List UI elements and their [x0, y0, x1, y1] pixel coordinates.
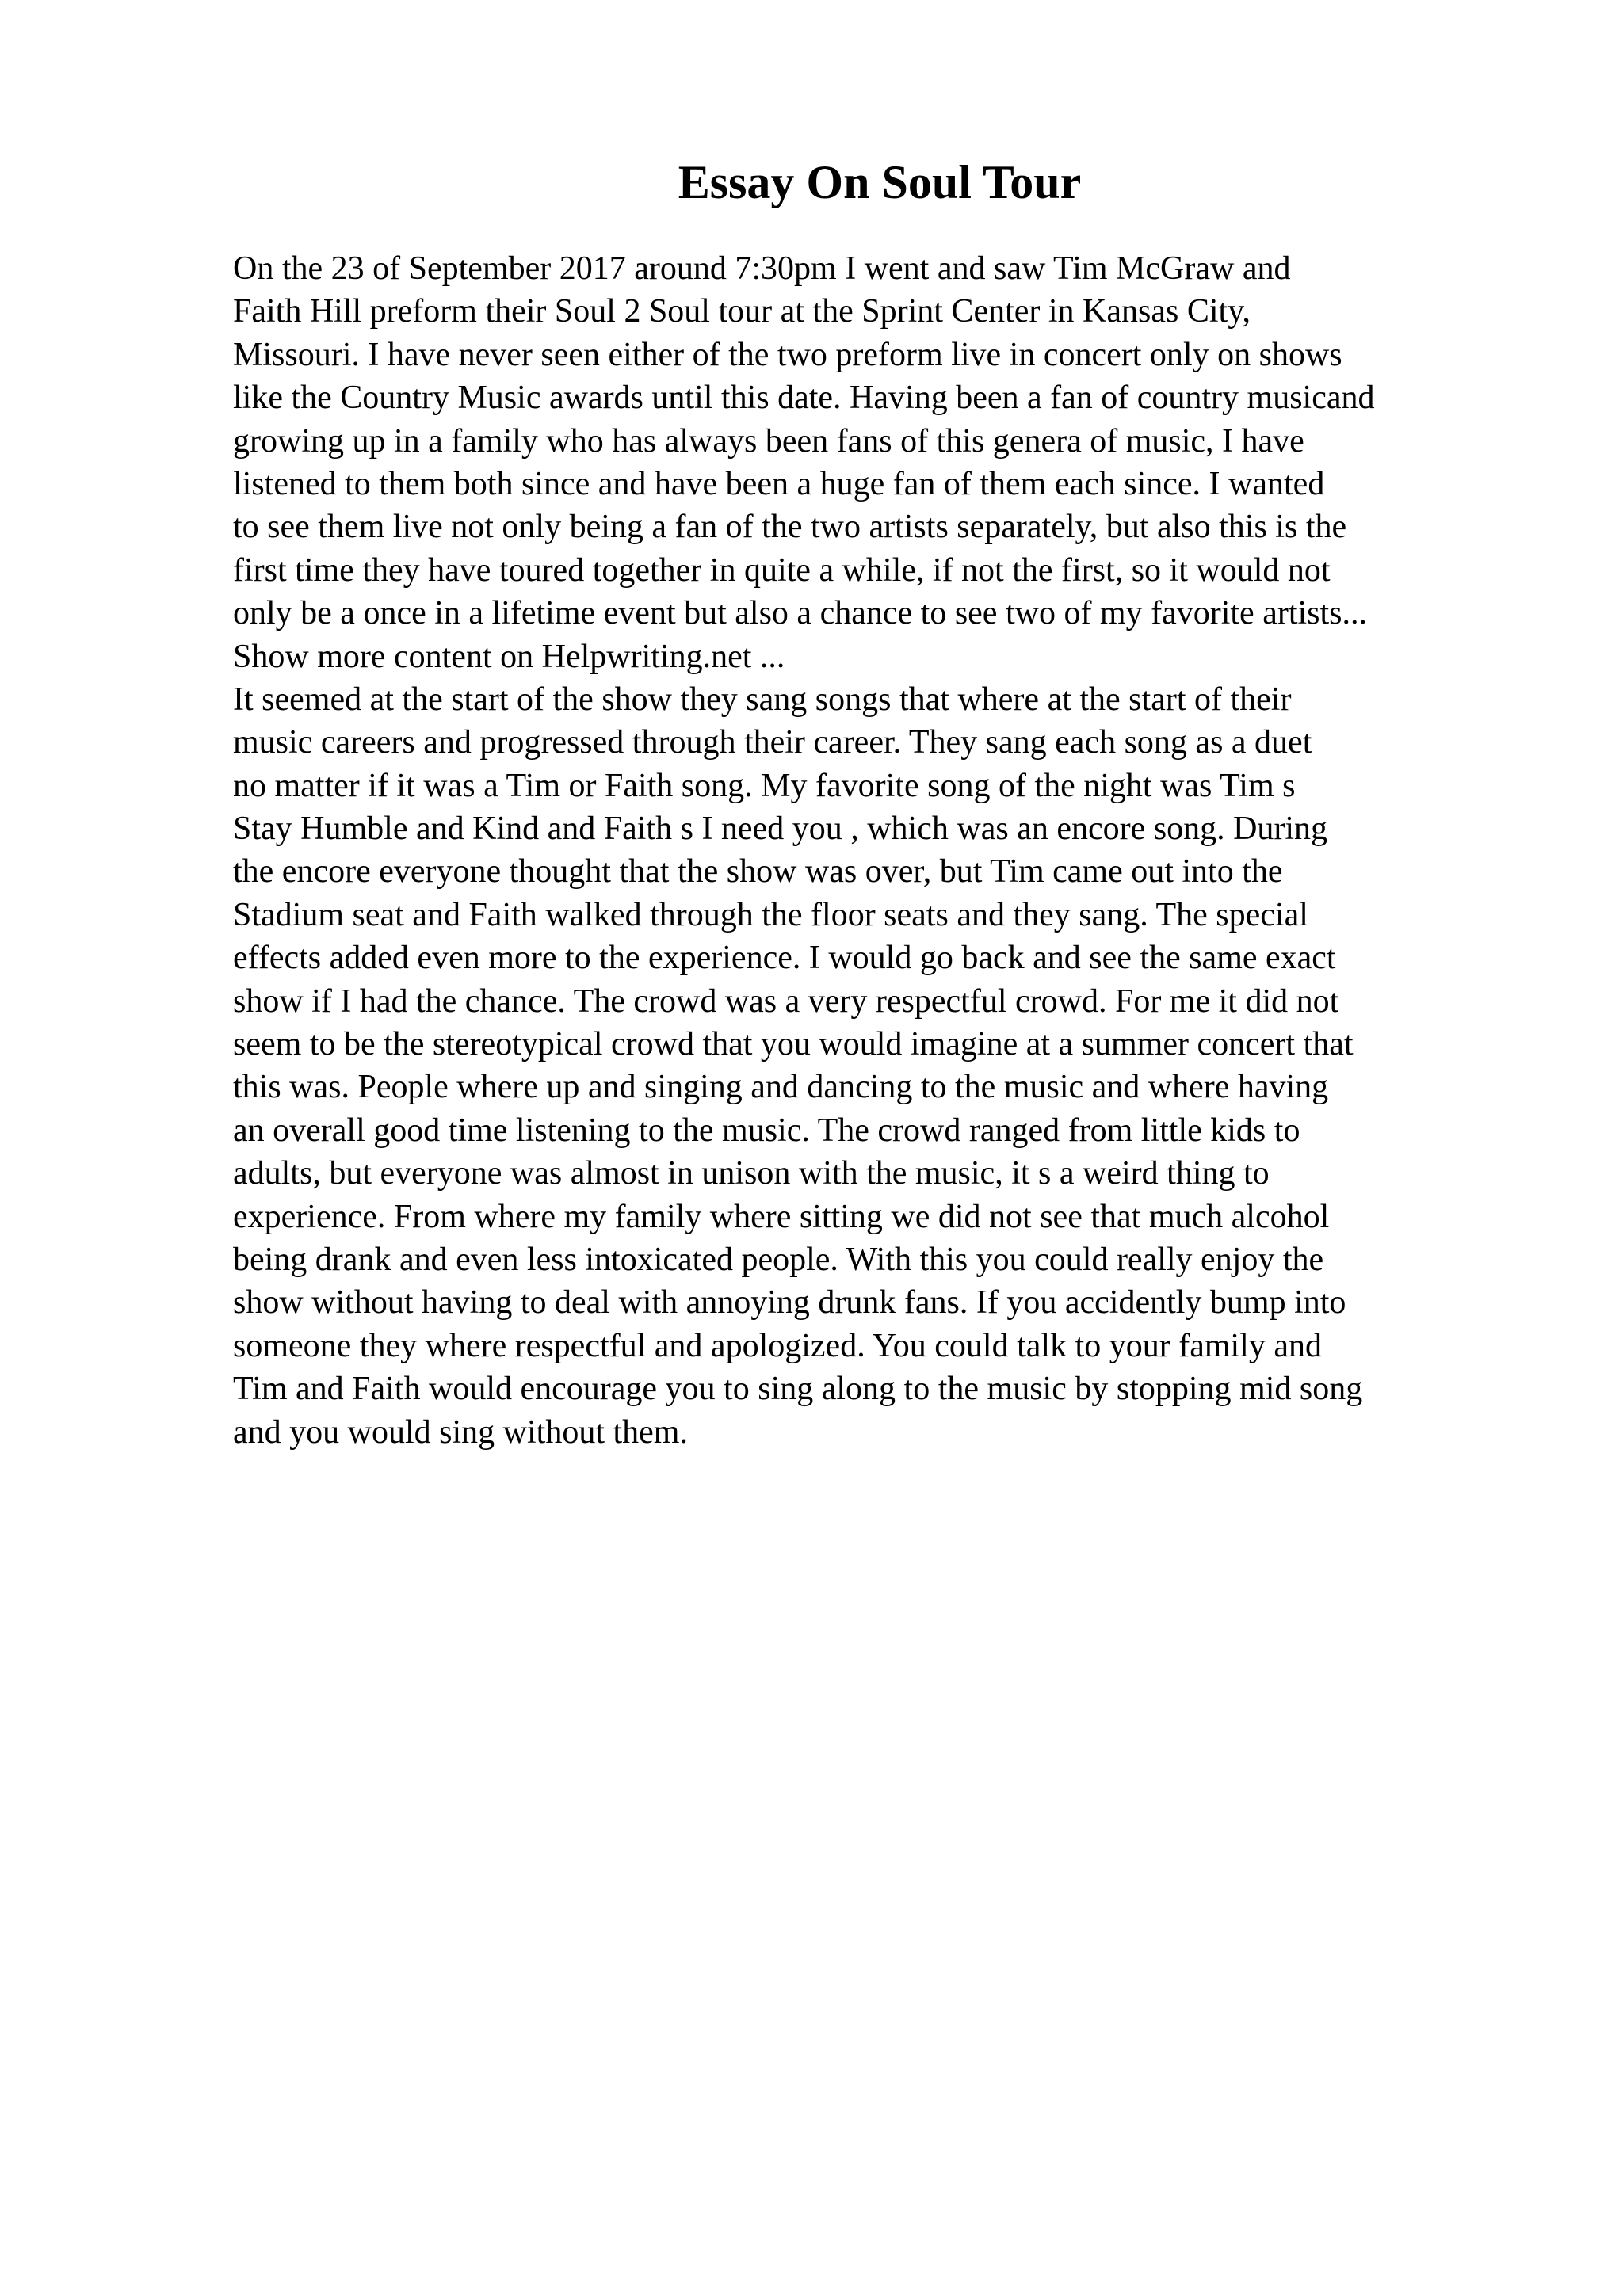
- text-line: On the 23 of September 2017 around 7:30pm I went and saw Tim McGraw and: [233, 250, 1291, 287]
- text-line: It seemed at the start of the show they sang songs that where at the start of their: [233, 681, 1292, 718]
- text-line: Missouri. I have never seen either of the two preform live in concert only on shows: [233, 336, 1342, 373]
- essay-body: [233, 247, 1612, 1454]
- text-line: to see them live not only being a fan of the two artists separately, but also this is the: [233, 509, 1347, 546]
- text-line: being drank and even less intoxicated people. With this you could really enjoy the: [233, 1241, 1324, 1278]
- text-line: the encore everyone thought that the show was over, but Tim came out into the: [233, 853, 1283, 891]
- text-line: and you would sing without them.: [233, 1413, 688, 1451]
- text-line: Faith Hill preform their Soul 2 Soul tour at the Sprint Center in Kansas City,: [233, 293, 1251, 330]
- document-title: Essay On Soul Tour: [678, 156, 1082, 208]
- text-line: growing up in a family who has always been fans of this genera of music, I have: [233, 422, 1304, 460]
- text-line: show if I had the chance. The crowd was a very respectful crowd. For me it did not: [233, 982, 1339, 1020]
- text-line: adults, but everyone was almost in unison with the music, it s a weird thing to: [233, 1155, 1270, 1192]
- text-line: an overall good time listening to the music. The crowd ranged from little kids to: [233, 1112, 1300, 1149]
- text-line: Stadium seat and Faith walked through the floor seats and they sang. The special: [233, 896, 1308, 933]
- text-line: effects added even more to the experience. I would go back and see the same exact: [233, 940, 1336, 977]
- text-line: no matter if it was a Tim or Faith song. My favorite song of the night was Tim s: [233, 767, 1296, 804]
- text-line: like the Country Music awards until this date. Having been a fan of country musicand: [233, 379, 1375, 417]
- text-line: only be a once in a lifetime event but also a chance to see two of my favorite artists...: [233, 595, 1368, 632]
- text-line: show without having to deal with annoying drunk fans. If you accidently bump into: [233, 1284, 1346, 1322]
- text-line: seem to be the stereotypical crowd that you would imagine at a summer concert that: [233, 1026, 1354, 1063]
- text-line: listened to them both since and have been a huge fan of them each since. I wanted: [233, 465, 1325, 502]
- text-line: Tim and Faith would encourage you to sing along to the music by stopping mid song: [233, 1371, 1363, 1408]
- text-line: music careers and progressed through their career. They sang each song as a duet: [233, 724, 1312, 761]
- text-line: first time they have toured together in quite a while, if not the first, so it would not: [233, 551, 1331, 589]
- text-line: someone they where respectful and apologized. You could talk to your family and: [233, 1327, 1322, 1364]
- show-more-line: Show more content on Helpwriting.net ...: [233, 638, 785, 675]
- text-line: experience. From where my family where sitting we did not see that much alcohol: [233, 1198, 1330, 1235]
- text-line: Stay Humble and Kind and Faith s I need you , which was an encore song. During: [233, 810, 1328, 848]
- text-line: this was. People where up and singing and dancing to the music and where having: [233, 1069, 1329, 1106]
